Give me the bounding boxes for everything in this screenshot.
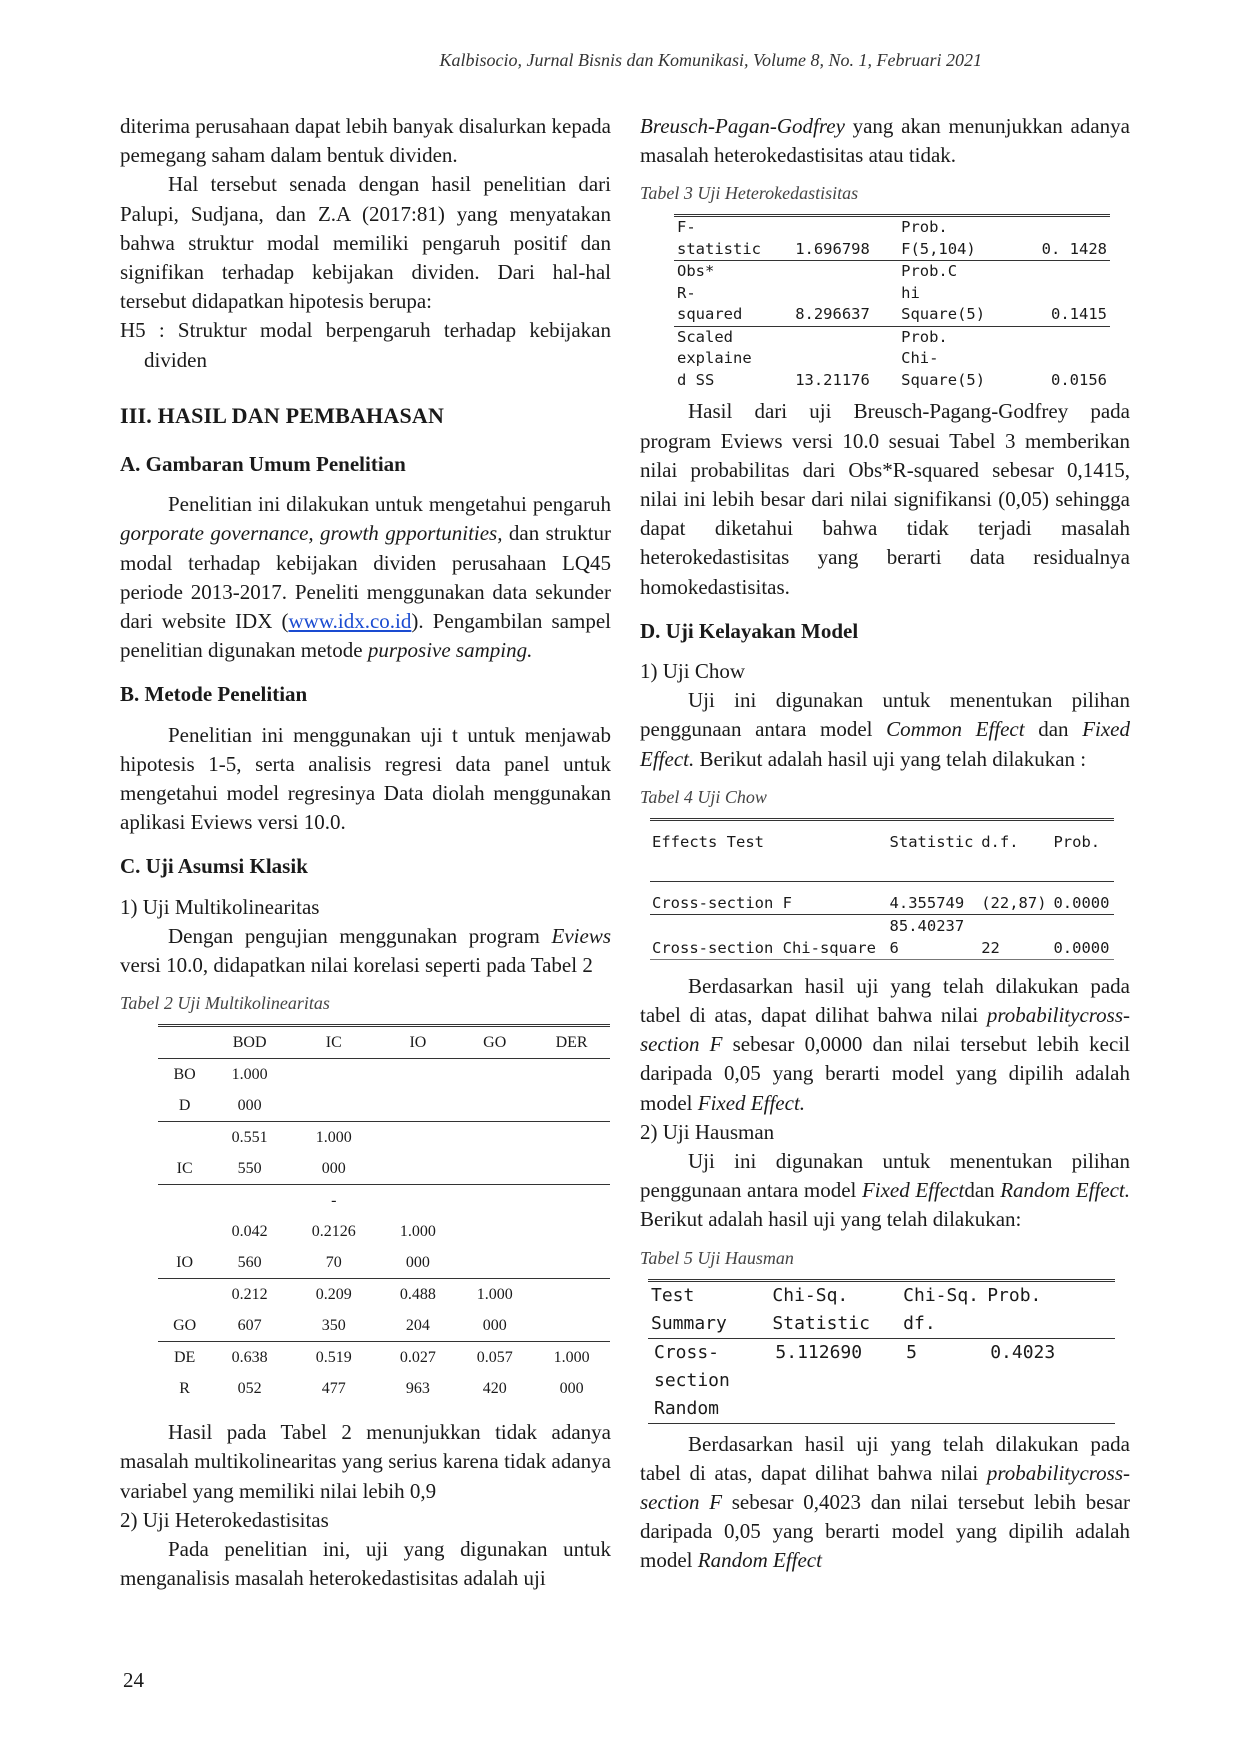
table-row xyxy=(158,1373,610,1404)
table-cell: IO xyxy=(158,1247,211,1279)
idx-link[interactable]: www.idx.co.id xyxy=(288,609,412,634)
paragraph: Berdasarkan hasil uji yang telah dilakukan pada tabel di atas, dapat dilihat bahwa nilai probabilitycross-section F sebesar 0,0000 dan nilai tersebut lebih kecil daripada 0,05 yang berarti model yang dipilih adalah model Fixed Effect. xyxy=(640,973,1130,1115)
table-cell: 0.0000 xyxy=(1051,892,1114,915)
table-cell xyxy=(533,1090,610,1122)
table-cell: Cross-section Chi-square xyxy=(650,937,888,960)
table-header-cell: GO xyxy=(456,1026,533,1059)
sub-heading: 2) Uji Heterokedastisitas xyxy=(120,1507,329,1532)
table-cell: 477 xyxy=(321,1380,346,1398)
table-cell: Square(5) xyxy=(901,370,986,389)
table-cell xyxy=(1016,261,1110,283)
table-cell xyxy=(456,1153,533,1185)
table-cell: 000 xyxy=(456,1310,533,1342)
table-cell xyxy=(211,1185,288,1217)
table-cell: 6 xyxy=(888,937,980,960)
left-column xyxy=(120,112,611,1594)
table-row xyxy=(650,937,1114,960)
table-cell: - xyxy=(331,1192,337,1210)
table-cell xyxy=(1016,348,1110,370)
table-row xyxy=(674,261,1110,283)
table-cell: 000 xyxy=(288,1153,379,1185)
subsection-title: B. Metode Penelitian xyxy=(120,682,308,707)
table-cell: 350 xyxy=(288,1310,379,1342)
table-cell: 13.21176 xyxy=(795,370,870,389)
table-header-row xyxy=(650,819,1114,881)
table-cell: 0.1415 xyxy=(1016,304,1110,326)
table-caption: Tabel 4 Uji Chow xyxy=(640,786,767,807)
paragraph: Hasil dari uji Breusch-Pagang-Godfrey pada program Eviews versi 10.0 sesuai Tabel 3 memberikan nilai probabilitas dari Obs*R-squared sebesar 0,1415, nilai ini lebih besar dari nilai signifikansi (0,05) sehingga dapat diketahui bahwa tidak terjadi masalah heterokedastisitas yang berarti data residualnya homokedastisitas. xyxy=(640,399,1130,599)
table-cell xyxy=(1016,283,1110,305)
table-row xyxy=(674,304,1110,326)
paragraph: Breusch-Pagan-Godfrey yang akan menunjukkan adanya masalah heterokedastisitas atau tidak. xyxy=(640,114,1130,168)
table-row xyxy=(158,1216,610,1247)
table-cell xyxy=(380,1153,457,1185)
table-row xyxy=(674,239,1110,261)
table-cell: Cross-section F xyxy=(650,892,888,915)
table-cell: BO xyxy=(173,1066,196,1084)
table-cell xyxy=(288,1090,379,1122)
table-cell xyxy=(533,1153,610,1185)
table-cell xyxy=(380,1185,457,1217)
table-uji-chow xyxy=(650,818,1114,960)
table-cell: 0.027 xyxy=(399,1349,436,1367)
table-cell: 22 xyxy=(979,937,1051,960)
table-cell: 560 xyxy=(211,1247,288,1279)
table-cell xyxy=(380,1059,457,1091)
table-cell xyxy=(158,1216,211,1247)
table-header-cell: Chi-Sq. df. xyxy=(900,1280,984,1338)
table-multikolinearitas xyxy=(158,1024,610,1404)
table-cell: Prob. xyxy=(901,327,948,346)
table-caption: Tabel 2 Uji Multikolinearitas xyxy=(120,993,330,1014)
subsection-title: A. Gambaran Umum Penelitian xyxy=(120,452,406,477)
table-header-cell xyxy=(158,1026,211,1059)
table-cell: 1.000 xyxy=(231,1066,268,1084)
table-cell: (22,87) xyxy=(979,892,1051,915)
table-cell: 8.296637 xyxy=(792,304,898,326)
table-cell: Prob.C xyxy=(901,262,958,281)
table-cell: F- xyxy=(677,218,696,237)
table-cell: DE xyxy=(173,1349,196,1367)
table-cell xyxy=(650,914,888,937)
table-cell: 1.000 xyxy=(553,1349,590,1367)
table-cell: 1.000 xyxy=(476,1286,513,1304)
table-cell xyxy=(456,1185,533,1217)
paragraph: diterima perusahaan dapat lebih banyak disalurkan kepada pemegang saham dalam bentuk dividen. xyxy=(120,114,611,168)
table-cell xyxy=(288,1059,379,1091)
table-cell: d SS xyxy=(677,370,715,389)
table-cell: 0.551 xyxy=(231,1129,268,1147)
table-cell xyxy=(456,1216,533,1247)
sub-heading: 2) Uji Hausman xyxy=(640,1119,775,1144)
table-row xyxy=(158,1153,610,1185)
paragraph: Penelitian ini menggunakan uji t untuk menjawab hipotesis 1-5, serta analisis regresi data panel untuk mengetahui model regresinya Data diolah menggunakan aplikasi Eviews versi 10.0. xyxy=(120,722,611,835)
table-cell xyxy=(533,1247,610,1279)
table-cell: Scaled xyxy=(677,327,733,346)
table-cell xyxy=(533,1059,610,1091)
table-row xyxy=(158,1247,610,1279)
table-cell xyxy=(533,1122,610,1154)
table-cell xyxy=(533,1310,610,1342)
table-cell xyxy=(380,1090,457,1122)
table-cell: IC xyxy=(158,1153,211,1185)
table-cell: 052 xyxy=(237,1380,262,1398)
table-cell xyxy=(792,261,898,283)
table-cell: 550 xyxy=(211,1153,288,1185)
table-cell: hi xyxy=(901,283,920,302)
table-caption: Tabel 3 Uji Heterokedastisitas xyxy=(640,183,859,204)
table-cell xyxy=(1016,216,1110,239)
table-cell: 5.112690 xyxy=(769,1338,900,1423)
table-cell: 204 xyxy=(380,1310,457,1342)
table-row xyxy=(674,326,1110,348)
table-row xyxy=(674,370,1110,392)
table-cell: 000 xyxy=(380,1247,457,1279)
table-cell: 0.488 xyxy=(399,1286,436,1304)
table-cell: 4.355749 xyxy=(888,892,980,915)
table-cell: R- xyxy=(677,283,696,302)
page-number: 24 xyxy=(123,1668,144,1692)
running-header: Kalbisocio, Jurnal Bisnis dan Komunikasi, Volume 8, No. 1, Februari 2021 xyxy=(439,50,982,70)
table-cell xyxy=(456,1122,533,1154)
table-cell: 0.0000 xyxy=(1051,937,1114,960)
table-cell: 1.000 xyxy=(399,1223,436,1241)
table-header-cell: Prob. xyxy=(984,1280,1115,1338)
table-uji-hausman xyxy=(648,1279,1115,1424)
table-heterokedastisitas xyxy=(674,214,1110,391)
table-cell xyxy=(533,1279,610,1311)
table-cell: 0.2126 xyxy=(311,1223,356,1241)
hypothesis-h5: H5 : Struktur modal berpengaruh terhadap kebijakan dividen xyxy=(120,318,611,372)
table-cell: 0.057 xyxy=(476,1349,513,1367)
table-caption: Tabel 5 Uji Hausman xyxy=(640,1247,794,1268)
sub-heading: 1) Uji Chow xyxy=(640,659,745,684)
table-cell xyxy=(1051,914,1114,937)
paragraph: Hasil pada Tabel 2 menunjukkan tidak adanya masalah multikolinearitas yang serius karena tidak adanya variabel yang memiliki nilai lebih 0,9 xyxy=(120,1420,611,1503)
table-header-cell: IC xyxy=(288,1026,379,1059)
table-cell xyxy=(533,1185,610,1217)
table-header-cell: Chi-Sq. Statistic xyxy=(769,1280,900,1338)
subsection-title: C. Uji Asumsi Klasik xyxy=(120,854,308,879)
table-row xyxy=(674,348,1110,370)
table-header-cell: BOD xyxy=(211,1026,288,1059)
sub-heading: 1) Uji Multikolinearitas xyxy=(120,894,320,919)
table-row xyxy=(674,216,1110,239)
table-cell: 85.40237 xyxy=(889,916,965,935)
table-header-cell: d.f. xyxy=(979,819,1051,881)
table-row xyxy=(158,1059,610,1091)
paragraph: Berdasarkan hasil uji yang telah dilakukan pada tabel di atas, dapat dilihat bahwa nilai probabilitycross-section F sebesar 0,4023 dan nilai tersebut lebih besar daripada 0,05 yang berarti model yang dipilih adalah model Random Effect xyxy=(640,1431,1131,1573)
table-header-cell: Effects Test xyxy=(650,819,888,881)
table-row xyxy=(158,1279,610,1311)
table-header-cell: Statistic xyxy=(888,819,980,881)
table-cell xyxy=(533,1216,610,1247)
table-cell: 5 xyxy=(900,1338,984,1423)
section-title: III. HASIL DAN PEMBAHASAN xyxy=(120,402,445,428)
table-row xyxy=(648,1338,1115,1423)
paragraph: Penelitian ini dilakukan untuk mengetahui pengaruh gorporate governance, growth gpportunities, dan struktur modal terhadap kebijakan dividen perusahaan LQ45 periode 2013-2017. Peneliti menggunakan data sekunder dari website IDX (www.idx.co.id). Pengambilan sampel penelitian digunakan metode purposive samping. xyxy=(120,492,611,663)
table-cell: 0.519 xyxy=(315,1349,352,1367)
paragraph: Pada penelitian ini, uji yang digunakan untuk menganalisis masalah heterokedastisitas adalah uji xyxy=(120,1537,611,1591)
table-cell: squared xyxy=(674,304,792,326)
table-cell xyxy=(792,283,898,305)
table-cell: 0.212 xyxy=(231,1286,268,1304)
table-cell: Square(5) xyxy=(898,304,1016,326)
table-cell: 000 xyxy=(211,1090,288,1122)
table-cell: GO xyxy=(158,1310,211,1342)
table-row xyxy=(158,1342,610,1374)
table-cell: 0.638 xyxy=(231,1349,268,1367)
table-cell xyxy=(792,348,898,370)
table-cell: statistic xyxy=(674,239,792,261)
table-cell xyxy=(158,1185,211,1217)
table-header-cell: DER xyxy=(533,1026,610,1059)
table-cell xyxy=(979,914,1051,937)
table-cell: explaine xyxy=(677,349,752,368)
right-column xyxy=(640,112,1130,1576)
table-cell xyxy=(456,1247,533,1279)
table-cell xyxy=(792,216,898,239)
paragraph: Hal tersebut senada dengan hasil penelitian dari Palupi, Sudjana, dan Z.A (2017:81) yang menyatakan bahwa struktur modal memiliki pengaruh positif dan signifikan terhadap kebijakan dividen. Dari hal-hal tersebut didapatkan hipotesis berupa: xyxy=(120,172,611,314)
table-cell: 607 xyxy=(211,1310,288,1342)
table-cell xyxy=(1016,326,1110,348)
table-cell: 0.209 xyxy=(315,1286,352,1304)
table-cell xyxy=(792,326,898,348)
table-cell: 0.042 xyxy=(231,1223,268,1241)
table-cell: D xyxy=(158,1090,211,1122)
table-header-cell: Test Summary xyxy=(648,1280,769,1338)
table-cell: R xyxy=(179,1380,190,1398)
table-cell: 000 xyxy=(559,1380,584,1398)
table-row xyxy=(650,914,1114,937)
table-cell: Obs* xyxy=(677,262,715,281)
table-cell: Prob. xyxy=(901,218,948,237)
table-cell: 0.4023 xyxy=(984,1338,1115,1423)
table-row xyxy=(158,1122,610,1154)
table-cell: 963 xyxy=(405,1380,430,1398)
table-cell xyxy=(456,1059,533,1091)
paragraph: Uji ini digunakan untuk menentukan pilihan penggunaan antara model Common Effect dan Fixed Effect. Berikut adalah hasil uji yang telah dilakukan : xyxy=(640,688,1130,771)
table-cell xyxy=(158,1279,211,1311)
table-cell: 1.696798 xyxy=(792,239,898,261)
table-header-cell: Prob. xyxy=(1051,819,1114,881)
paragraph: Dengan pengujian menggunakan program Eviews versi 10.0, didapatkan nilai korelasi seperti pada Tabel 2 xyxy=(120,923,611,978)
table-cell xyxy=(158,1122,211,1154)
table-cell: 420 xyxy=(482,1380,507,1398)
table-cell: Chi- xyxy=(901,349,939,368)
table-cell xyxy=(456,1090,533,1122)
table-cell: F(5,104) xyxy=(898,239,1016,261)
table-cell xyxy=(380,1122,457,1154)
table-row xyxy=(158,1090,610,1122)
table-cell: 1.000 xyxy=(315,1129,352,1147)
table-row xyxy=(674,283,1110,305)
table-cell: 0. 1428 xyxy=(1016,239,1110,261)
table-cell: Cross-section Random xyxy=(648,1338,769,1423)
table-header-cell: IO xyxy=(380,1026,457,1059)
table-row xyxy=(158,1310,610,1342)
paragraph: Uji ini digunakan untuk menentukan pilihan penggunaan antara model Fixed Effectdan Random Effect. Berikut adalah hasil uji yang telah dilakukan: xyxy=(640,1149,1131,1232)
table-row xyxy=(650,892,1114,915)
table-row xyxy=(158,1185,610,1217)
table-cell: 70 xyxy=(288,1247,379,1279)
subsection-title: D. Uji Kelayakan Model xyxy=(640,618,859,643)
table-cell: 0.0156 xyxy=(1051,370,1107,389)
